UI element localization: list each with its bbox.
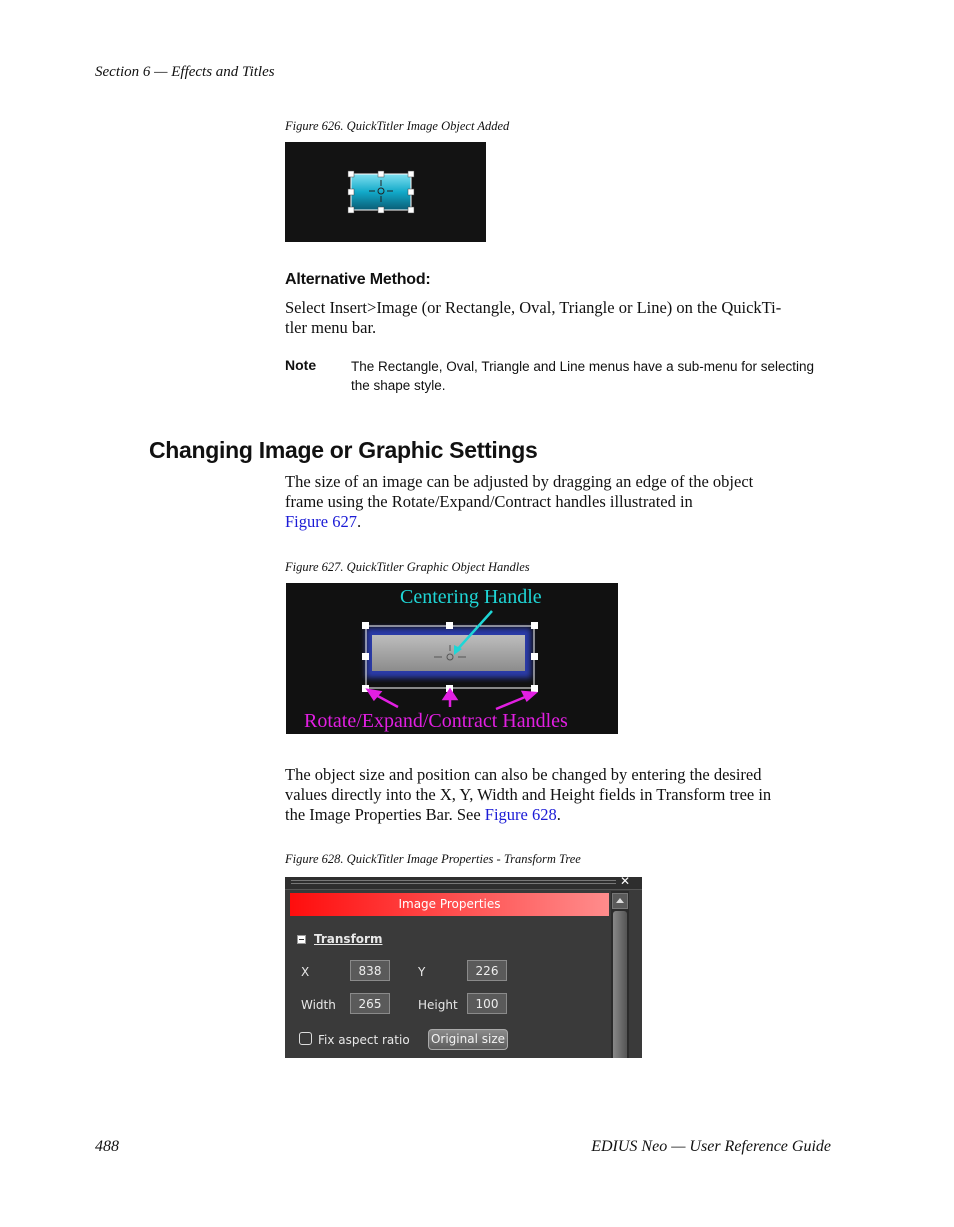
alternative-method-text [285, 298, 830, 338]
punctuation: . [556, 805, 561, 824]
running-header: Section 6 — Effects and Titles [95, 64, 275, 80]
text-line: frame using the Rotate/Expand/Contract handles illustrated in [285, 492, 693, 511]
scroll-up-button[interactable] [612, 893, 628, 909]
image-properties-panel [285, 877, 642, 1058]
height-field[interactable]: 100 [467, 993, 507, 1014]
height-label: Height [418, 998, 458, 1012]
width-field[interactable]: 265 [350, 993, 390, 1014]
text-line: The size of an image can be adjusted by dragging an edge of the object [285, 472, 754, 491]
page-number: 488 [95, 1138, 119, 1155]
x-label: X [301, 965, 310, 979]
text-line: The object size and position can also be changed by entering the desired [285, 765, 762, 784]
fix-aspect-label: Fix aspect ratio [318, 1033, 410, 1047]
scrollbar[interactable] [611, 891, 629, 1058]
text-line: tler menu bar. [285, 318, 377, 337]
paragraph-2 [285, 765, 830, 825]
figure-628-link[interactable]: Figure 628 [484, 805, 557, 824]
graphic-handles-illustration [286, 583, 618, 734]
centering-handle-label: Centering Handle [400, 586, 542, 608]
figure-627-image [286, 583, 618, 734]
note-label: Note [285, 357, 317, 373]
collapse-icon[interactable] [297, 935, 306, 944]
text-line: The Rectangle, Oval, Triangle and Line menus have a sub-menu for selecting [351, 359, 815, 374]
figure-627-link[interactable]: Figure 627 [285, 512, 357, 531]
y-label: Y [418, 965, 426, 979]
text-line: Select Insert>Image (or Rectangle, Oval, Triangle or Line) on the QuickTi- [285, 298, 782, 317]
section-heading: Changing Image or Graphic Settings [149, 437, 538, 463]
note-text [351, 357, 821, 395]
x-field[interactable]: 838 [350, 960, 390, 981]
text-line [285, 805, 830, 825]
figure-628-caption: Figure 628. QuickTitler Image Properties - Transform Tree [285, 852, 581, 866]
figure-626-caption: Figure 626. QuickTitler Image Object Added [285, 119, 510, 133]
fix-aspect-checkbox[interactable] [299, 1032, 312, 1045]
grip-lines [291, 880, 616, 884]
figure-626-image [285, 142, 486, 242]
text-span: the Image Properties Bar. See [285, 805, 485, 824]
alternative-method-heading: Alternative Method: [285, 271, 431, 288]
figure-627-caption: Figure 627. QuickTitler Graphic Object Handles [285, 560, 530, 574]
paragraph-1 [285, 472, 830, 532]
text-line: the shape style. [351, 378, 446, 393]
panel-titlebar [285, 877, 642, 890]
arrow-up-icon [616, 898, 624, 903]
scroll-thumb[interactable] [613, 911, 627, 1058]
handles-label: Rotate/Expand/Contract Handles [304, 710, 568, 732]
image-object-graphic [285, 142, 486, 242]
y-field[interactable]: 226 [467, 960, 507, 981]
width-label: Width [301, 998, 336, 1012]
punctuation: . [356, 512, 362, 531]
transform-tree-label[interactable]: Transform [314, 932, 383, 946]
guide-title: EDIUS Neo — User Reference Guide [591, 1138, 831, 1155]
original-size-button[interactable]: Original size [428, 1029, 508, 1050]
text-line: values directly into the X, Y, Width and Height fields in Transform tree in [285, 785, 772, 804]
panel-title: Image Properties [290, 893, 609, 916]
text-line [285, 512, 830, 532]
close-icon[interactable]: ✕ [620, 877, 631, 888]
